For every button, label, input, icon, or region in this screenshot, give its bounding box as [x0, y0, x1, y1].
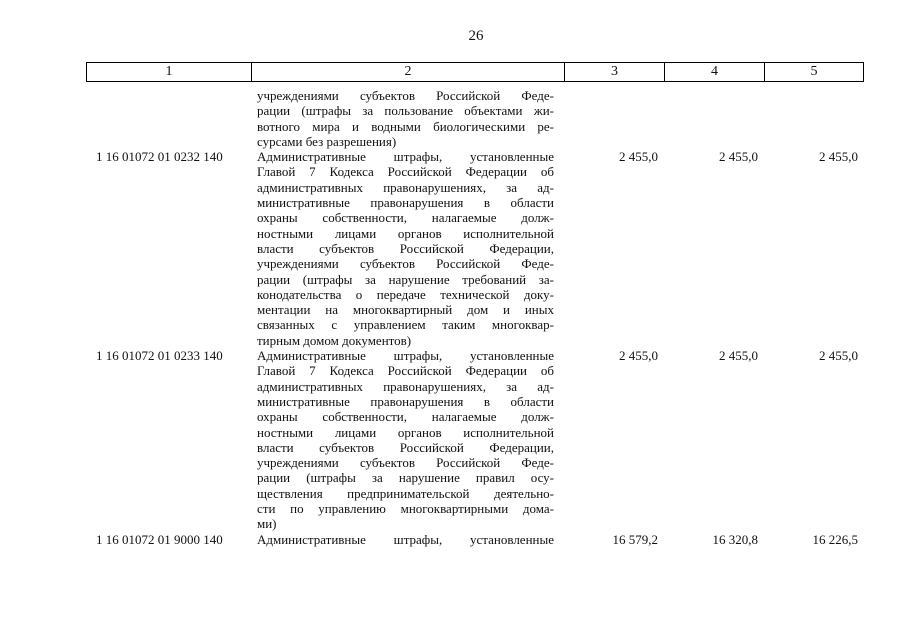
row-value-5: 2 455,0 [819, 348, 858, 364]
column-header-1: 1 [87, 63, 252, 81]
description-line: власти субъектов Российской Федерации, [257, 439, 554, 455]
description-line: ностными лицами органов исполнительной [257, 225, 554, 241]
row-value-5: 16 226,5 [812, 531, 858, 547]
column-header-4: 4 [665, 63, 765, 81]
description-line: сурсами без разрешения) [257, 133, 397, 149]
row-description [251, 532, 564, 547]
description-line: министративные правонарушения в области [257, 393, 554, 409]
description-line: ми) [257, 516, 277, 532]
description-line: рации (штрафы за пользование объектами жи- [257, 103, 554, 119]
table-row [86, 88, 864, 149]
description-line: связанных с управлением таким многоквар- [257, 317, 554, 333]
description-line: охраны собственности, налагаемые долж- [257, 409, 554, 425]
row-value-5 [764, 88, 862, 149]
table-header-row [86, 62, 864, 82]
row-code: 1 16 01072 01 9000 140 [96, 531, 223, 547]
description-line: тирным домом документов) [257, 332, 412, 348]
row-description [251, 88, 564, 149]
table-body [86, 88, 864, 547]
description-line: министративные правонарушения в области [257, 195, 554, 211]
description-line: Административные штрафы, установленные [257, 531, 554, 547]
description-line: Административные штрафы, установленные [257, 149, 554, 165]
description-line: учреждениями субъектов Российской Феде- [257, 256, 554, 272]
description-line: административных правонарушениях, за ад- [257, 378, 554, 394]
table-row [86, 149, 864, 348]
description-line: учреждениями субъектов Российской Феде- [257, 455, 554, 471]
row-code [86, 88, 251, 149]
row-value-4: 16 320,8 [712, 531, 758, 547]
description-line: Административные штрафы, установленные [257, 348, 554, 364]
description-line: вотного мира и водными биологическими ре- [257, 118, 554, 134]
row-value-3: 2 455,0 [619, 149, 658, 165]
page-number: 26 [468, 28, 484, 44]
description-line: рации (штрафы за нарушение требований за- [257, 271, 554, 287]
row-value-5: 2 455,0 [819, 149, 858, 165]
row-code: 1 16 01072 01 0232 140 [96, 149, 223, 165]
column-header-5: 5 [810, 64, 818, 79]
row-value-4: 2 455,0 [719, 348, 758, 364]
description-line: власти субъектов Российской Федерации, [257, 240, 554, 256]
table-row [86, 348, 864, 532]
row-value-4 [664, 88, 764, 149]
description-line: учреждениями субъектов Российской Феде- [257, 88, 554, 103]
description-line: ментации на многоквартирный дом и иных [257, 302, 554, 318]
description-line: административных правонарушениях, за ад- [257, 179, 554, 195]
table-row [86, 532, 864, 547]
row-value-3 [564, 88, 664, 149]
column-header-3: 3 [565, 63, 665, 81]
row-description [251, 149, 564, 348]
description-line: ностными лицами органов исполнительной [257, 424, 554, 440]
description-line: конодательства о передаче технической доку- [257, 286, 554, 302]
row-value-3: 2 455,0 [619, 348, 658, 364]
row-description [251, 348, 564, 532]
description-line: Главой 7 Кодекса Российской Федерации об [257, 164, 554, 180]
description-line: сти по управлению многоквартирными дома- [257, 501, 554, 517]
description-line: рации (штрафы за нарушение правил осу- [257, 470, 554, 486]
column-header-2: 2 [252, 63, 565, 81]
description-line: Главой 7 Кодекса Российской Федерации об [257, 363, 554, 379]
row-code: 1 16 01072 01 0233 140 [96, 348, 223, 364]
description-line: ществления предпринимательской деятельно- [257, 485, 554, 501]
row-value-3: 16 579,2 [612, 531, 658, 547]
description-line: охраны собственности, налагаемые долж- [257, 210, 554, 226]
row-value-4: 2 455,0 [719, 149, 758, 165]
